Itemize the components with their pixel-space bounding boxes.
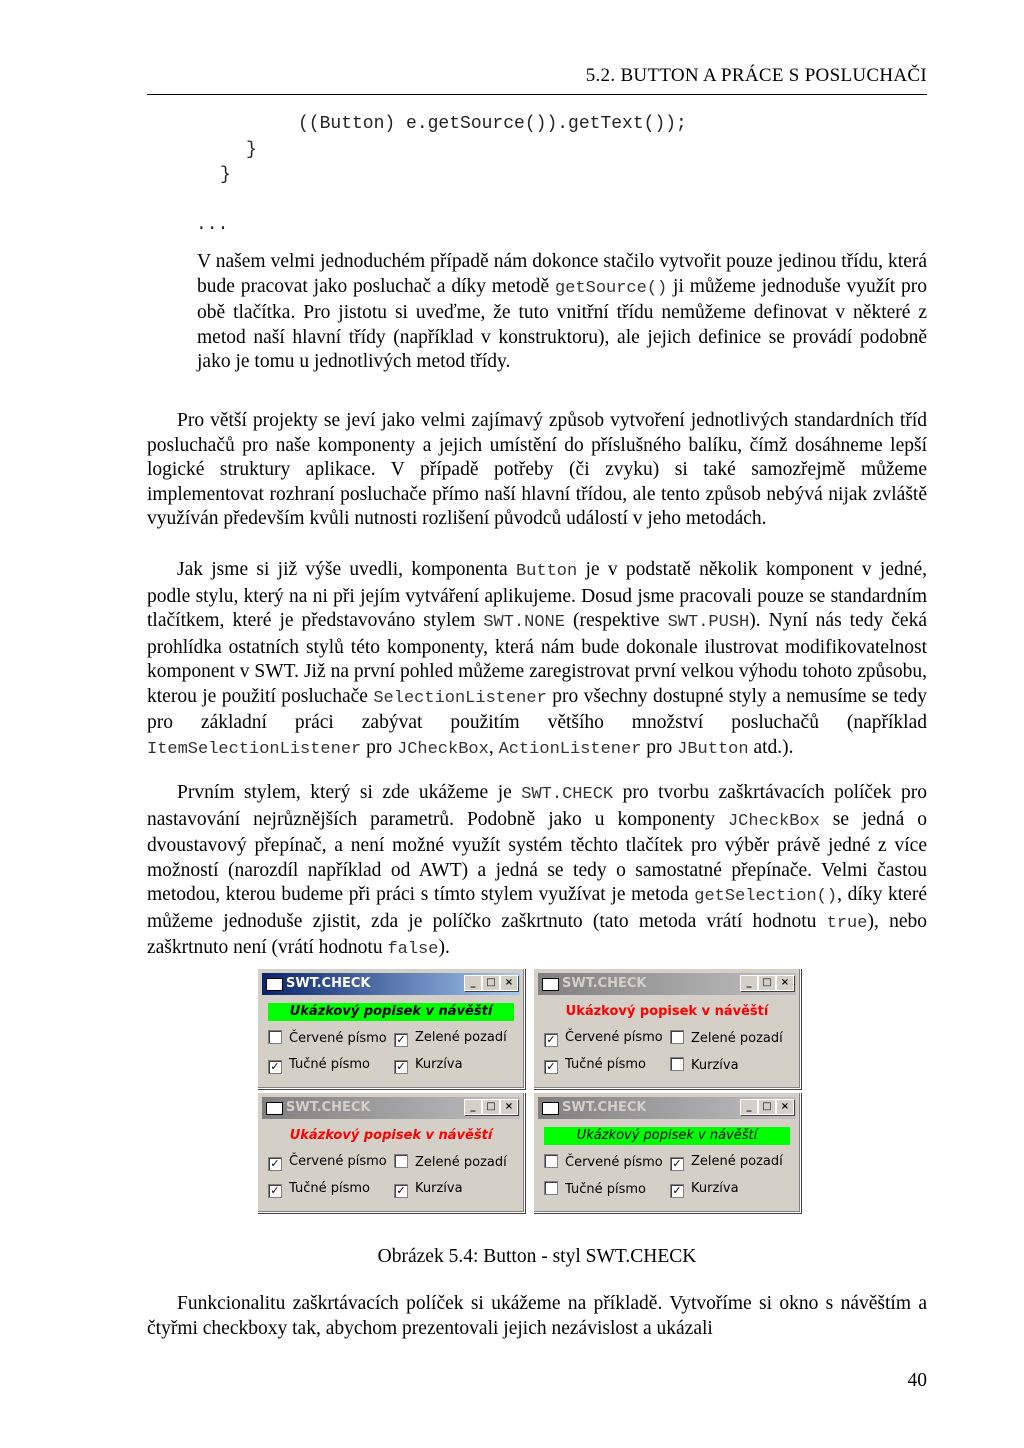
figure-caption: Obrázek 5.4: Button - styl SWT.CHECK — [377, 1246, 697, 1267]
code-line: ((Button) e.getSource()).getText()); — [298, 114, 687, 134]
close-icon[interactable]: × — [500, 975, 518, 991]
swt-check-window — [257, 1092, 525, 1213]
checkbox-box[interactable] — [394, 1154, 408, 1168]
checkbox-green-background[interactable]: ✓ Zelené pozadí — [394, 1030, 507, 1046]
close-icon[interactable]: × — [500, 1099, 518, 1115]
window-title: SWT.CHECK — [562, 1100, 647, 1115]
close-icon[interactable]: × — [776, 975, 794, 991]
label-banner: Ukázkový popisek v návěští — [268, 1003, 514, 1021]
checkbox-box[interactable]: ✓ — [268, 1157, 282, 1171]
checkbox-red-text[interactable]: ✓ Červené písmo — [544, 1030, 663, 1046]
window-titlebar[interactable] — [262, 1097, 520, 1119]
page-number: 40 — [907, 1370, 927, 1391]
code-inline: getSelection() — [694, 887, 838, 906]
checkbox-red-text[interactable]: Červené písmo — [544, 1154, 663, 1170]
window-titlebar[interactable] — [262, 973, 520, 995]
code-inline: ItemSelectionListener — [147, 739, 362, 759]
running-head: 5.2. BUTTON A PRÁCE S POSLUCHAČI — [585, 65, 927, 86]
window-app-icon — [542, 978, 559, 991]
checkbox-box[interactable]: ✓ — [544, 1060, 558, 1074]
checkbox-box[interactable] — [268, 1030, 282, 1044]
paragraph-button-styles: Jak jsme si již výše uvedli, komponenta Button je v podstatě několik komponent v jedné, podle stylu, který na ni při jejím vytváření aplikujeme. Dosud jsme pracovali pouze se standardním tlačítkem, které je představováno stylem SWT.NONE (respektive SWT.PUSH). Nyní nás tedy čeká prohlídka ostatních stylů této komponenty, která nám bude dokonale ilustrovat modifikovatelnost komponent v SWT. Již na první pohled můžeme zaregistrovat první velkou výhodu tohoto způsobu, kterou je použití posluchače SelectionListener pro všechny dostupné styly a nemusíme se tedy pro základní práci zabývat použitím většího množství posluchačů (například ItemSelectionListener pro JCheckBox, ActionListener pro JButton atd.). — [147, 559, 928, 759]
figure-swt-check — [257, 968, 801, 1212]
code-inline: SWT.CHECK — [521, 785, 614, 804]
checkbox-box[interactable]: ✓ — [394, 1184, 408, 1198]
maximize-icon[interactable]: □ — [482, 1099, 500, 1115]
checkbox-green-background[interactable]: ✓ Zelené pozadí — [670, 1154, 783, 1170]
checkbox-green-background[interactable]: Zelené pozadí — [394, 1154, 507, 1170]
label-banner: Ukázkový popisek v návěští — [544, 1003, 790, 1021]
checkbox-box[interactable]: ✓ — [268, 1060, 282, 1074]
maximize-icon[interactable]: □ — [758, 1099, 776, 1115]
checkbox-bold-text[interactable]: ✓ Tučné písmo — [544, 1057, 646, 1073]
checkbox-bold-text[interactable]: ✓ Tučné písmo — [268, 1057, 370, 1073]
code-inline: ActionListener — [498, 739, 642, 759]
checkbox-italic[interactable]: ✓ Kurzíva — [394, 1181, 463, 1197]
paragraph-listener-classes: Pro větší projekty se jeví jako velmi zajímavý způsob vytvoření jednotlivých standardních tříd posluchačů pro naše komponenty a jejich umístění do příslušného balíku, čímž dosáhneme lepší logické struktury aplikace. V případě potřeby (či zvyku) si také samozřejmě můžeme implementovat rozhraní posluchače přímo naší hlavní třídou, ale tento způsob nebývá nijak zvláště využíván především kvůli nutnosti rozlišení původců událostí v jeho metodách. — [147, 410, 927, 529]
window-titlebar[interactable] — [538, 973, 796, 995]
checkbox-box[interactable]: ✓ — [394, 1033, 408, 1047]
code-line: } — [246, 140, 257, 160]
checkbox-box[interactable] — [544, 1154, 558, 1168]
checkbox-box[interactable] — [670, 1057, 684, 1071]
window-app-icon — [542, 1102, 559, 1115]
paragraph-swt-check: Prvním stylem, který si zde ukážeme je SWT.CHECK pro tvorbu zaškrtávacích políček pro nastavování nejrůznějších parametrů. Podobně jako u komponenty JCheckBox se jedná o dvoustavový přepínač, a není možné využít systém těchto tlačítek pro výběr právě jedné z více možností (narozdíl například od AWT) a jedná se tedy o samostatné přepínače. Velmi častou metodou, kterou budeme při práci s tímto stylem využívat je metoda getSelection(), díky které můžeme jednoduše zjistit, zda je políčko zaškrtnuto (tato metoda vrátí hodnotu true), nebo zaškrtnuto není (vrátí hodnotu false). — [147, 782, 927, 959]
code-inline: getSource() — [555, 278, 668, 298]
window-title: SWT.CHECK — [286, 1100, 371, 1115]
checkbox-red-text[interactable]: Červené písmo — [268, 1030, 387, 1046]
code-inline: JCheckBox — [397, 739, 489, 759]
maximize-icon[interactable]: □ — [758, 975, 776, 991]
code-line: ... — [196, 215, 229, 235]
code-inline: SWT.NONE — [483, 613, 565, 632]
checkbox-red-text[interactable]: ✓ Červené písmo — [268, 1154, 387, 1170]
maximize-icon[interactable]: □ — [482, 975, 500, 991]
swt-check-window — [257, 968, 525, 1089]
window-app-icon — [266, 978, 283, 991]
code-inline: true — [826, 913, 868, 933]
checkbox-box[interactable]: ✓ — [394, 1060, 408, 1074]
minimize-icon[interactable]: _ — [464, 975, 482, 991]
checkbox-box[interactable]: ✓ — [268, 1184, 282, 1198]
window-titlebar[interactable] — [538, 1097, 796, 1119]
checkbox-box[interactable]: ✓ — [544, 1033, 558, 1047]
checkbox-box[interactable] — [670, 1030, 684, 1044]
label-banner: Ukázkový popisek v návěští — [268, 1127, 514, 1145]
window-app-icon — [266, 1102, 283, 1115]
checkbox-bold-text[interactable]: ✓ Tučné písmo — [268, 1181, 370, 1197]
code-inline: JButton — [677, 739, 749, 759]
checkbox-green-background[interactable]: Zelené pozadí — [670, 1030, 783, 1046]
swt-check-window — [533, 968, 801, 1089]
code-inline: SelectionListener — [373, 688, 547, 708]
checkbox-box[interactable] — [544, 1181, 558, 1195]
close-icon[interactable]: × — [776, 1099, 794, 1115]
checkbox-box[interactable]: ✓ — [670, 1157, 684, 1171]
checkbox-italic[interactable]: ✓ Kurzíva — [670, 1181, 739, 1197]
window-title: SWT.CHECK — [286, 976, 371, 991]
page-header — [147, 62, 927, 95]
paragraph-inner-class: V našem velmi jednoduchém případě nám dokonce stačilo vytvořit pouze jedinou třídu, která bude pracovat jako posluchač a díky metodě getSource() ji můžeme jednoduše využít pro obě tlačítka. Pro jistotu si uveďme, že tuto vnitřní třídu nemůžeme definovat v některé z metod naší hlavní třídy (například v konstruktoru), ale jejich definice se provádí podobně jako je tomu u jednotlivých metod třídy. — [197, 251, 928, 372]
minimize-icon[interactable]: _ — [740, 975, 758, 991]
checkbox-italic[interactable]: Kurzíva — [670, 1057, 739, 1073]
minimize-icon[interactable]: _ — [740, 1099, 758, 1115]
code-inline: Button — [515, 562, 578, 581]
code-inline: JCheckBox — [727, 811, 820, 831]
code-inline: SWT.PUSH — [667, 613, 750, 632]
swt-check-window — [533, 1092, 801, 1213]
minimize-icon[interactable]: _ — [464, 1099, 482, 1115]
checkbox-bold-text[interactable]: Tučné písmo — [544, 1181, 646, 1197]
code-line: } — [220, 165, 231, 185]
checkbox-box[interactable]: ✓ — [670, 1184, 684, 1198]
window-title: SWT.CHECK — [562, 976, 647, 991]
label-banner: Ukázkový popisek v návěští — [544, 1127, 790, 1145]
checkbox-italic[interactable]: ✓ Kurzíva — [394, 1057, 463, 1073]
code-inline: false — [387, 940, 439, 959]
paragraph-example-intro: Funkcionalitu zaškrtávacích políček si ukážeme na příkladě. Vytvoříme si okno s návěštím a čtyřmi checkboxy tak, abychom prezentovali jejich nezávislost a ukázali — [147, 1293, 927, 1339]
